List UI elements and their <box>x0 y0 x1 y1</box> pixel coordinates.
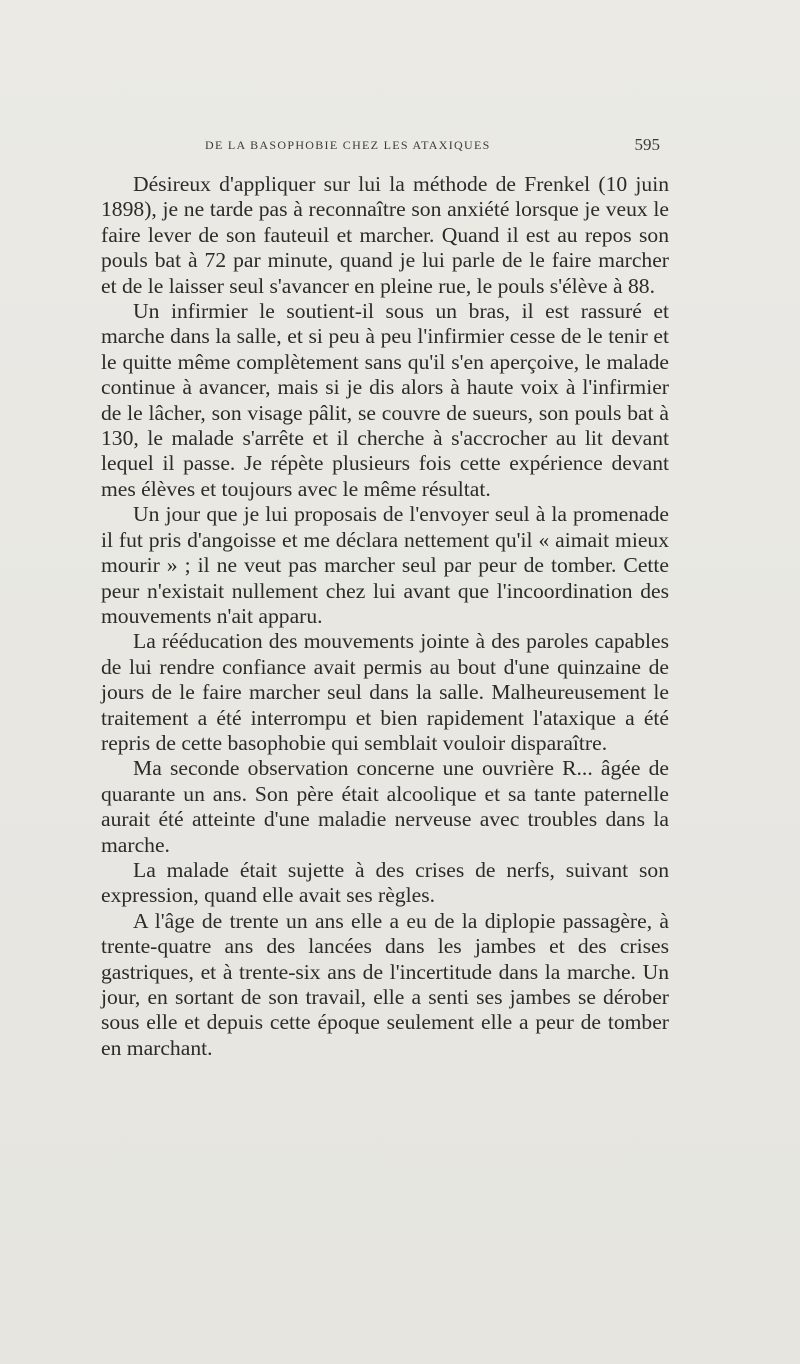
paragraph: Un infirmier le soutient-il sous un bras, il est rassuré et marche dans la salle, et si peu à peu l'infirmier cesse de le tenir et le quitte même complètement sans qu'il s'en aperçoive, le malade continue à avancer, mais si je dis alors à haute voix à l'infirmier de le lâcher, son visage pâlit, se couvre de sueurs, son pouls bat à 130, le malade s'arrête et il cherche à s'accrocher au lit devant lequel il passe. Je répète plusieurs fois cette expérience devant mes élèves et toujours avec le même résultat. <box>101 299 669 501</box>
paragraph: Un jour que je lui proposais de l'envoyer seul à la promenade il fut pris d'angoisse et me déclara nettement qu'il « aimait mieux mourir » ; il ne veut pas marcher seul par peur de tomber. Cette peur n'existait nullement chez lui avant que l'incoordination des mouvements n'ait apparu. <box>101 502 669 628</box>
running-title: DE LA BASOPHOBIE CHEZ LES ATAXIQUES <box>205 138 491 152</box>
paragraph: A l'âge de trente un ans elle a eu de la diplopie passagère, à trente-quatre ans des lancées dans les jambes et des crises gastriques, et à trente-six ans de l'incertitude dans la marche. Un jour, en sortant de son travail, elle a senti ses jambes se dérober sous elle et depuis cette époque seulement elle a peur de tomber en marchant. <box>101 908 669 1060</box>
paragraph: La malade était sujette à des crises de nerfs, suivant son expression, quand elle avait ses règles. <box>101 857 669 908</box>
page-number: 595 <box>634 135 660 154</box>
body-text <box>101 172 669 1061</box>
page-header <box>205 135 660 158</box>
paragraph: La rééducation des mouvements jointe à des paroles capables de lui rendre confiance avait permis au bout d'une quinzaine de jours de le faire marcher seul dans la salle. Malheureusement le traitement a été interrompu et bien rapidement l'ataxique a été repris de cette basophobie qui semblait vouloir disparaître. <box>101 629 669 755</box>
paragraph: Désireux d'appliquer sur lui la méthode de Frenkel (10 juin 1898), je ne tarde pas à reconnaître son anxiété lorsque je veux le faire lever de son fauteuil et marcher. Quand il est au repos son pouls bat à 72 par minute, quand je lui parle de le faire marcher et de le laisser seul s'avancer en pleine rue, le pouls s'élève à 88. <box>101 172 669 298</box>
paragraph: Ma seconde observation concerne une ouvrière R... âgée de quarante un ans. Son père était alcoolique et sa tante paternelle aurait été atteinte d'une maladie nerveuse avec troubles dans la marche. <box>101 756 669 857</box>
